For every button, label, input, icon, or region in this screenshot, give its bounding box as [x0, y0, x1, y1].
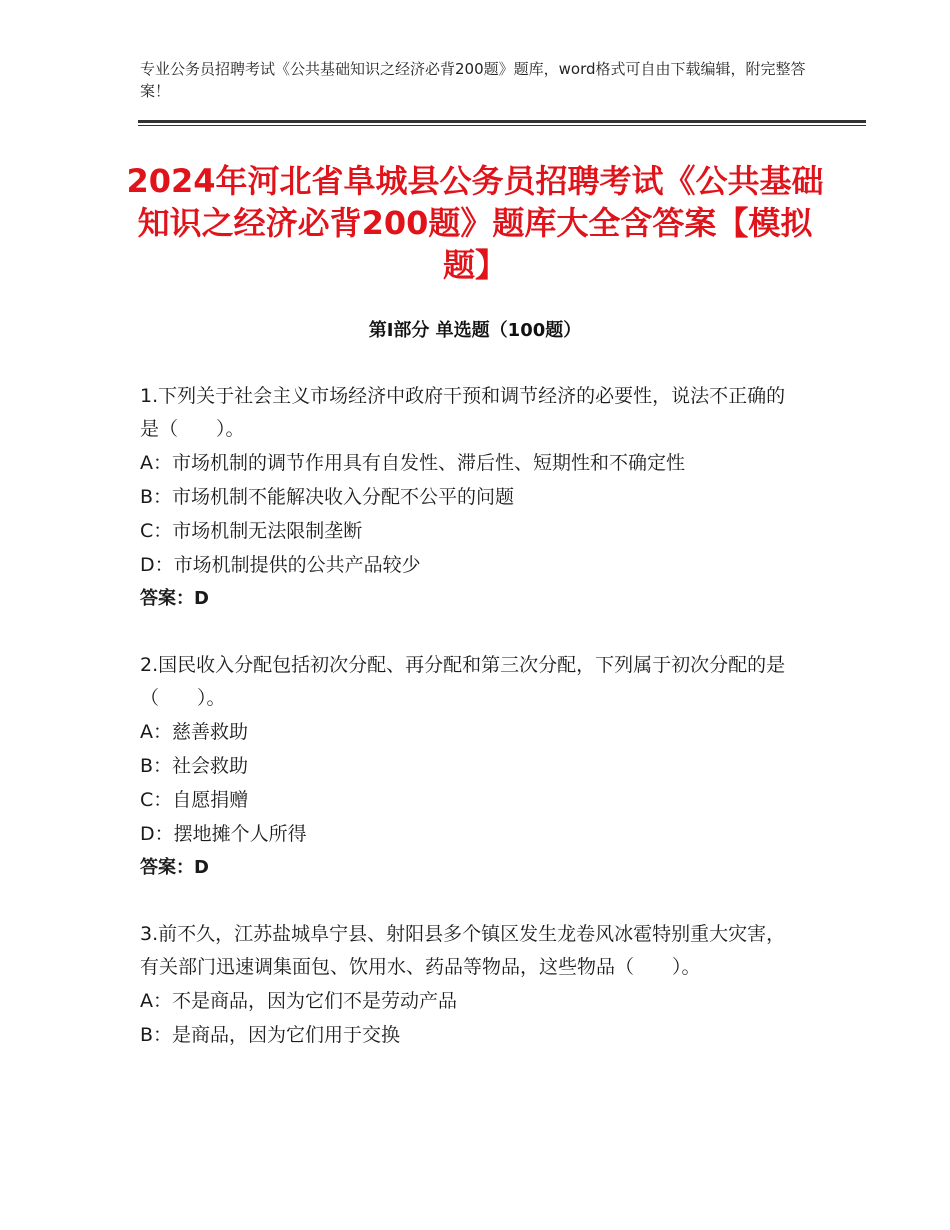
question-3: [140, 918, 800, 1052]
question-list: [140, 380, 800, 1085]
question-text: 3.前不久，江苏盐城阜宁县、射阳县多个镇区发生龙卷风冰雹特别重大灾害，有关部门迅速调集面包、饮用水、药品等物品，这些物品（ ）。: [140, 923, 786, 978]
option-a: A：市场机制的调节作用具有自发性、滞后性、短期性和不确定性: [140, 452, 685, 474]
option-c: C：市场机制无法限制垄断: [140, 520, 363, 542]
question-text: 1.下列关于社会主义市场经济中政府干预和调节经济的必要性，说法不正确的是（ ）。: [140, 385, 786, 440]
question-text: 2.国民收入分配包括初次分配、再分配和第三次分配，下列属于初次分配的是（ ）。: [140, 654, 786, 709]
option-a: A：慈善救助: [140, 721, 248, 743]
document-title: 2024年河北省阜城县公务员招聘考试《公共基础知识之经济必背200题》题库大全含答案【模拟题】: [126, 162, 824, 284]
option-b: B：是商品，因为它们用于交换: [140, 1024, 401, 1046]
answer: 答案：D: [140, 588, 209, 609]
option-b: B：市场机制不能解决收入分配不公平的问题: [140, 486, 515, 508]
header-rule: [138, 120, 866, 123]
section-heading: 第Ⅰ部分 单选题（100题）: [368, 320, 582, 341]
option-d: D：市场机制提供的公共产品较少: [140, 554, 421, 576]
option-b: B：社会救助: [140, 755, 249, 777]
question-2: [140, 649, 800, 885]
option-c: C：自愿捐赠: [140, 789, 249, 811]
option-d: D：摆地摊个人所得: [140, 823, 307, 845]
question-1: [140, 380, 800, 616]
header-note: 专业公务员招聘考试《公共基础知识之经济必背200题》题库，word格式可自由下载编辑，附完整答案！: [140, 60, 806, 100]
option-a: A：不是商品，因为它们不是劳动产品: [140, 990, 457, 1012]
answer: 答案：D: [140, 857, 209, 878]
header-rule-thin: [138, 125, 866, 126]
